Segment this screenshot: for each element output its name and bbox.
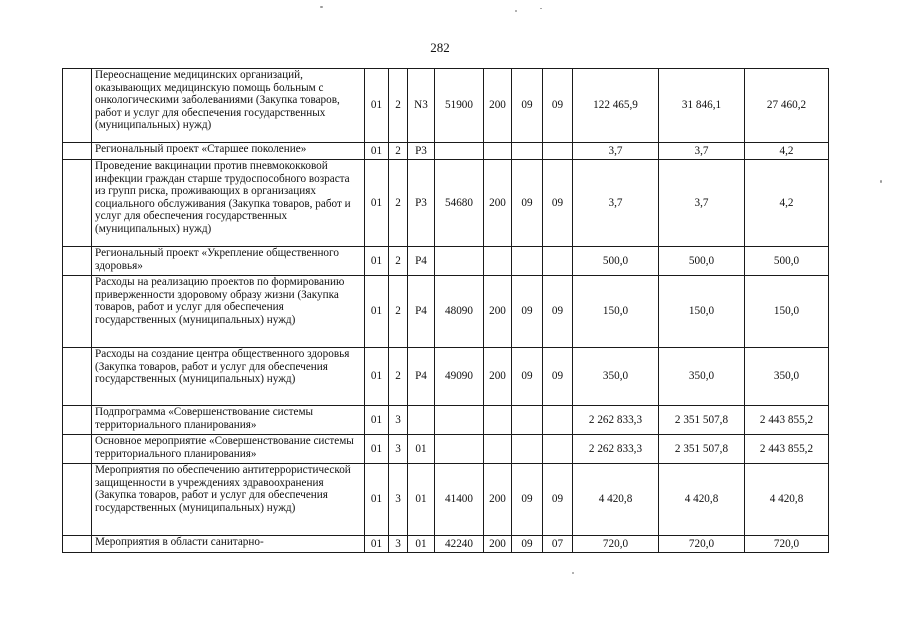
row-margin-cell	[63, 464, 92, 536]
budget-table	[62, 68, 829, 553]
subprogram-code-cell: 3	[389, 435, 408, 464]
expense-type-cell: 200	[484, 348, 512, 406]
table-row	[63, 435, 829, 464]
row-name-cell: Региональный проект «Старшее поколение»	[92, 143, 365, 160]
direction-code-cell: 41400	[435, 464, 484, 536]
amount-year-1-cell: 122 465,9	[573, 69, 659, 143]
direction-code-cell	[435, 435, 484, 464]
row-margin-cell	[63, 247, 92, 276]
program-code-cell: 01	[365, 435, 389, 464]
row-name-cell: Мероприятия по обеспечению антитеррористической защищенности в учреждениях здравоохранения (Закупка товаров, работ и услуг для обеспечения государственных (муниципальных) нужд)	[92, 464, 365, 536]
section-cell: 09	[512, 348, 543, 406]
amount-year-1-cell: 3,7	[573, 160, 659, 247]
row-margin-cell	[63, 435, 92, 464]
amount-year-2-cell: 3,7	[659, 160, 745, 247]
row-name-cell: Переоснащение медицинских организаций, оказывающих медицинскую помощь больным с онкологическими заболеваниями (Закупка товаров, работ и услуг для обеспечения государственных (муниципальных) нужд)	[92, 69, 365, 143]
scan-speck	[320, 6, 323, 8]
event-code-cell: 01	[408, 464, 435, 536]
subsection-cell: 09	[543, 348, 573, 406]
row-name-cell: Расходы на создание центра общественного здоровья (Закупка товаров, работ и услуг для обеспечения государственных (муниципальных) нужд)	[92, 348, 365, 406]
subprogram-code-cell: 3	[389, 464, 408, 536]
row-margin-cell	[63, 276, 92, 348]
expense-type-cell	[484, 406, 512, 435]
row-margin-cell	[63, 536, 92, 553]
expense-type-cell: 200	[484, 160, 512, 247]
amount-year-2-cell: 150,0	[659, 276, 745, 348]
scan-speck	[572, 572, 574, 574]
amount-year-1-cell: 150,0	[573, 276, 659, 348]
amount-year-2-cell: 3,7	[659, 143, 745, 160]
subsection-cell	[543, 406, 573, 435]
program-code-cell: 01	[365, 348, 389, 406]
subprogram-code-cell: 3	[389, 406, 408, 435]
subprogram-code-cell: 2	[389, 276, 408, 348]
subprogram-code-cell: 2	[389, 69, 408, 143]
amount-year-2-cell: 350,0	[659, 348, 745, 406]
row-name-cell: Расходы на реализацию проектов по формированию приверженности здоровому образу жизни (Закупка товаров, работ и услуг для обеспечения государственных (муниципальных) нужд)	[92, 276, 365, 348]
table-row	[63, 143, 829, 160]
expense-type-cell	[484, 143, 512, 160]
amount-year-2-cell: 2 351 507,8	[659, 406, 745, 435]
program-code-cell: 01	[365, 536, 389, 553]
event-code-cell: P4	[408, 276, 435, 348]
row-margin-cell	[63, 348, 92, 406]
amount-year-1-cell: 4 420,8	[573, 464, 659, 536]
amount-year-3-cell: 720,0	[745, 536, 829, 553]
amount-year-1-cell: 2 262 833,3	[573, 435, 659, 464]
amount-year-1-cell: 350,0	[573, 348, 659, 406]
amount-year-3-cell: 2 443 855,2	[745, 406, 829, 435]
amount-year-1-cell: 3,7	[573, 143, 659, 160]
subprogram-code-cell: 2	[389, 143, 408, 160]
amount-year-1-cell: 2 262 833,3	[573, 406, 659, 435]
event-code-cell: P3	[408, 160, 435, 247]
section-cell: 09	[512, 276, 543, 348]
subprogram-code-cell: 2	[389, 160, 408, 247]
amount-year-2-cell: 31 846,1	[659, 69, 745, 143]
amount-year-1-cell: 720,0	[573, 536, 659, 553]
amount-year-3-cell: 27 460,2	[745, 69, 829, 143]
expense-type-cell	[484, 435, 512, 464]
table-row	[63, 247, 829, 276]
row-name-cell: Проведение вакцинации против пневмококковой инфекции граждан старше трудоспособного возраста из групп риска, проживающих в организациях социального обслуживания (Закупка товаров, работ и услуг для обеспечения государственных (муниципальных) нужд)	[92, 160, 365, 247]
table-row	[63, 348, 829, 406]
program-code-cell: 01	[365, 160, 389, 247]
scan-speck	[540, 8, 542, 9]
row-margin-cell	[63, 406, 92, 435]
subsection-cell: 09	[543, 160, 573, 247]
table-row	[63, 160, 829, 247]
scan-speck	[880, 180, 882, 183]
row-margin-cell	[63, 69, 92, 143]
section-cell	[512, 406, 543, 435]
expense-type-cell: 200	[484, 276, 512, 348]
amount-year-3-cell: 2 443 855,2	[745, 435, 829, 464]
subsection-cell	[543, 247, 573, 276]
event-code-cell	[408, 406, 435, 435]
direction-code-cell	[435, 406, 484, 435]
subsection-cell: 09	[543, 276, 573, 348]
amount-year-3-cell: 350,0	[745, 348, 829, 406]
subsection-cell: 09	[543, 464, 573, 536]
direction-code-cell: 49090	[435, 348, 484, 406]
section-cell: 09	[512, 160, 543, 247]
section-cell	[512, 247, 543, 276]
row-name-cell: Подпрограмма «Совершенствование системы территориального планирования»	[92, 406, 365, 435]
expense-type-cell	[484, 247, 512, 276]
amount-year-2-cell: 2 351 507,8	[659, 435, 745, 464]
amount-year-2-cell: 720,0	[659, 536, 745, 553]
amount-year-3-cell: 4,2	[745, 143, 829, 160]
table-row	[63, 536, 829, 553]
event-code-cell: N3	[408, 69, 435, 143]
table-row	[63, 276, 829, 348]
table-row	[63, 464, 829, 536]
program-code-cell: 01	[365, 464, 389, 536]
subsection-cell	[543, 143, 573, 160]
section-cell: 09	[512, 464, 543, 536]
program-code-cell: 01	[365, 276, 389, 348]
amount-year-2-cell: 500,0	[659, 247, 745, 276]
row-margin-cell	[63, 143, 92, 160]
section-cell: 09	[512, 536, 543, 553]
subsection-cell	[543, 435, 573, 464]
section-cell	[512, 143, 543, 160]
table-row	[63, 406, 829, 435]
program-code-cell: 01	[365, 143, 389, 160]
expense-type-cell: 200	[484, 69, 512, 143]
row-name-cell: Региональный проект «Укрепление общественного здоровья»	[92, 247, 365, 276]
row-name-cell: Мероприятия в области санитарно-	[92, 536, 365, 553]
event-code-cell: 01	[408, 435, 435, 464]
subsection-cell: 09	[543, 69, 573, 143]
event-code-cell: P4	[408, 348, 435, 406]
section-cell: 09	[512, 69, 543, 143]
amount-year-3-cell: 4 420,8	[745, 464, 829, 536]
direction-code-cell: 42240	[435, 536, 484, 553]
direction-code-cell: 54680	[435, 160, 484, 247]
direction-code-cell	[435, 143, 484, 160]
amount-year-3-cell: 150,0	[745, 276, 829, 348]
row-name-cell: Основное мероприятие «Совершенствование системы территориального планирования»	[92, 435, 365, 464]
section-cell	[512, 435, 543, 464]
program-code-cell: 01	[365, 247, 389, 276]
direction-code-cell	[435, 247, 484, 276]
amount-year-2-cell: 4 420,8	[659, 464, 745, 536]
program-code-cell: 01	[365, 69, 389, 143]
event-code-cell: P4	[408, 247, 435, 276]
amount-year-3-cell: 500,0	[745, 247, 829, 276]
event-code-cell: P3	[408, 143, 435, 160]
subprogram-code-cell: 2	[389, 247, 408, 276]
direction-code-cell: 51900	[435, 69, 484, 143]
row-margin-cell	[63, 160, 92, 247]
subprogram-code-cell: 2	[389, 348, 408, 406]
subprogram-code-cell: 3	[389, 536, 408, 553]
direction-code-cell: 48090	[435, 276, 484, 348]
event-code-cell: 01	[408, 536, 435, 553]
table-row	[63, 69, 829, 143]
expense-type-cell: 200	[484, 464, 512, 536]
amount-year-3-cell: 4,2	[745, 160, 829, 247]
expense-type-cell: 200	[484, 536, 512, 553]
page-number: 282	[430, 40, 450, 55]
scan-speck	[515, 10, 517, 12]
subsection-cell: 07	[543, 536, 573, 553]
amount-year-1-cell: 500,0	[573, 247, 659, 276]
program-code-cell: 01	[365, 406, 389, 435]
